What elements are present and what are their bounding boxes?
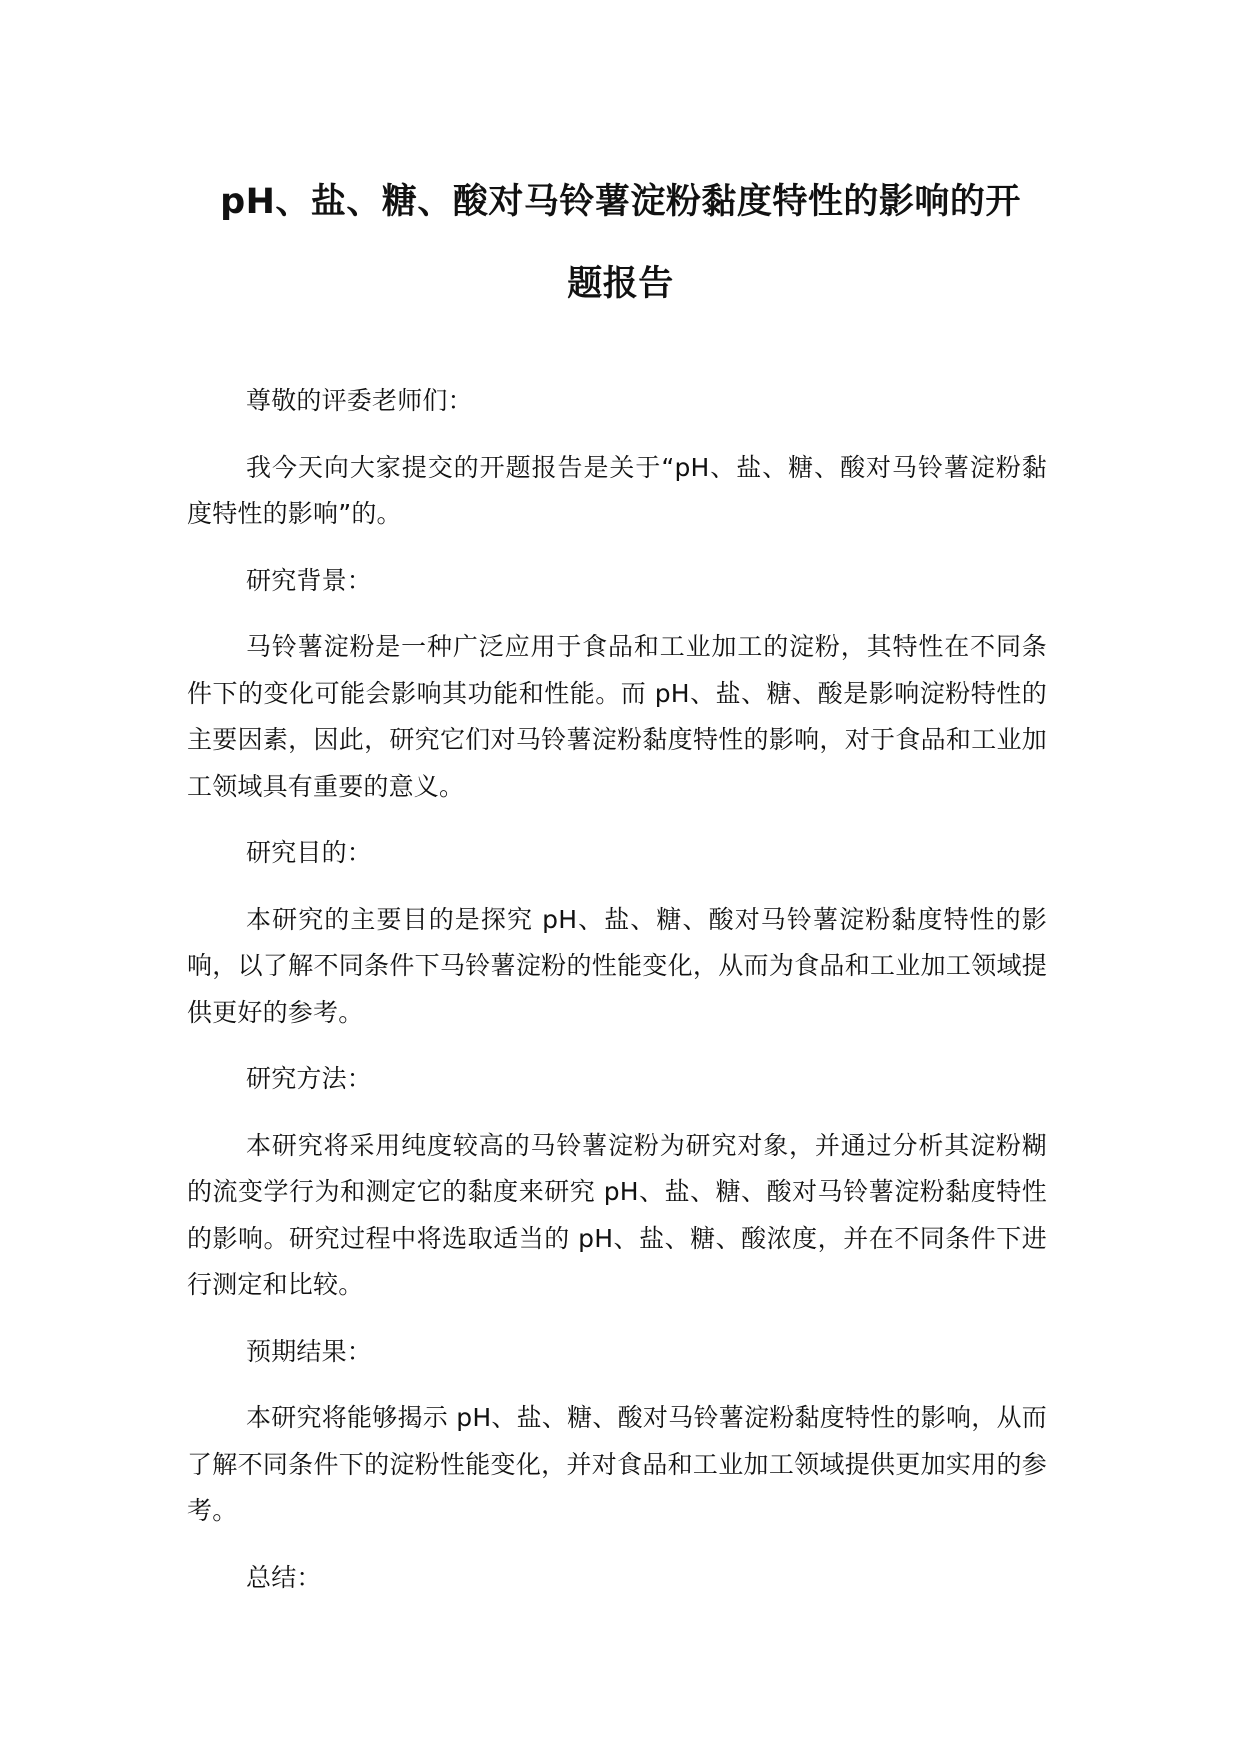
section-heading-purpose: 研究目的： bbox=[246, 838, 373, 867]
method-paragraph: 本研究将采用纯度较高的马铃薯淀粉为研究对象，并通过分析其淀粉糊的流变学行为和测定它的黏度来研究 pH、盐、糖、酸对马铃薯淀粉黏度特性的影响。研究过程中将选取适当的 pH、盐、糖、酸浓度，并在不同条件下进行测定和比较。 bbox=[187, 1130, 1047, 1299]
document-title-line-2: 题报告 bbox=[567, 264, 674, 304]
purpose-paragraph: 本研究的主要目的是探究 pH、盐、糖、酸对马铃薯淀粉黏度特性的影响，以了解不同条件下马铃薯淀粉的性能变化，从而为食品和工业加工领域提供更好的参考。 bbox=[187, 904, 1047, 1027]
section-heading-method: 研究方法： bbox=[246, 1064, 373, 1093]
section-heading-summary: 总结： bbox=[246, 1562, 322, 1592]
expected-results-paragraph: 本研究将能够揭示 pH、盐、糖、酸对马铃薯淀粉黏度特性的影响，从而了解不同条件下的淀粉性能变化，并对食品和工业加工领域提供更加实用的参考。 bbox=[187, 1403, 1047, 1525]
section-heading-background: 研究背景： bbox=[246, 565, 373, 595]
intro-paragraph: 我今天向大家提交的开题报告是关于“pH、盐、糖、酸对马铃薯淀粉黏度特性的影响”的。 bbox=[187, 452, 1047, 528]
section-heading-expected-results: 预期结果： bbox=[246, 1336, 373, 1366]
salutation: 尊敬的评委老师们： bbox=[246, 386, 473, 415]
document-title-line-1: pH、盐、糖、酸对马铃薯淀粉黏度特性的影响的开 bbox=[220, 182, 1021, 222]
background-paragraph: 马铃薯淀粉是一种广泛应用于食品和工业加工的淀粉，其特性在不同条件下的变化可能会影响其功能和性能。而 pH、盐、糖、酸是影响淀粉特性的主要因素，因此，研究它们对马铃薯淀粉黏度特性的影响，对于食品和工业加工领域具有重要的意义。 bbox=[187, 632, 1047, 801]
document-body bbox=[187, 378, 1047, 1621]
